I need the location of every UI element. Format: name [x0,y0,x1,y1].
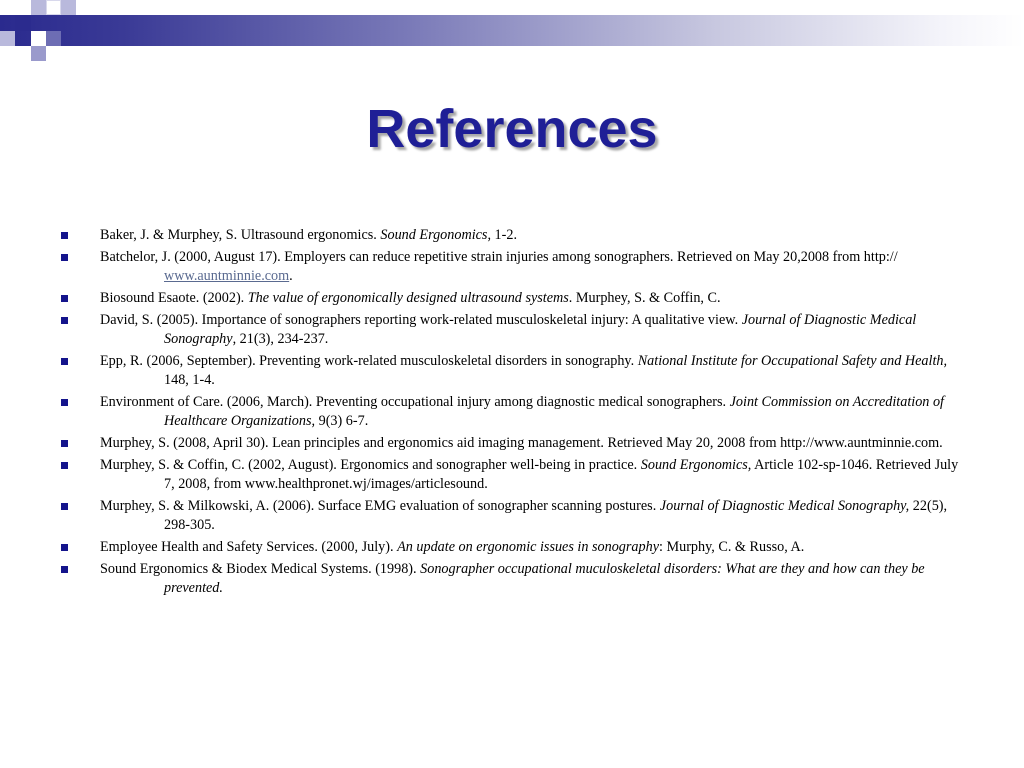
reference-text: Batchelor, J. (2000, August 17). Employers can reduce repetitive strain injuries among sonographers. Retrieved on May 20,2008 from http:// [100,249,898,265]
reference-text: Sound Ergonomics & Biodex Medical Systems. (1998). [100,561,421,577]
reference-italic: National Institute for Occupational Safety and Health, [637,353,948,369]
reference-rest: 148, 1-4. [164,372,215,388]
reference-text: Murphey, S. & Milkowski, A. (2006). Surface EMG evaluation of sonographer scanning postures. [100,498,660,514]
reference-text: Epp, R. (2006, September). Preventing work-related musculoskeletal disorders in sonography. [100,353,638,369]
reference-item [0,456,1024,494]
bullet-square-icon [61,462,68,469]
reference-italic: An update on ergonomic issues in sonography [397,539,659,555]
page-title: References [366,99,658,159]
reference-item [0,352,1024,390]
decor-square-6 [0,31,15,46]
decor-square-2 [15,15,31,31]
bullet-square-icon [61,544,68,551]
reference-italic: Sonographer occupational muculoskeletal disorders: What are they and how can they be prevented. [164,561,925,596]
bullet-square-icon [61,358,68,365]
bullet-square-icon [61,317,68,324]
auntminnie-link[interactable]: www.auntminnie.com [164,268,290,284]
bullet-square-icon [61,440,68,447]
reference-rest: 22(5), 298-305. [164,498,948,533]
reference-text: Murphey, S. (2008, April 30). Lean principles and ergonomics aid imaging management. Retrieved May 20, 2008 from http://www.auntminnie.com. [100,435,943,451]
reference-rest: . Murphey, S. & Coffin, C. [568,290,721,306]
header-gradient-bar [0,15,1024,46]
reference-italic: The value of ergonomically designed ultrasound systems [247,290,569,306]
bullet-square-icon [61,232,68,239]
reference-rest: 1-2. [491,227,518,243]
reference-text: David, S. (2005). Importance of sonographers reporting work-related musculoskeletal injury: A qualitative view. [100,312,742,328]
decor-square-4 [46,0,61,15]
reference-item [0,289,1024,308]
reference-text: Employee Health and Safety Services. (2000, July). [100,539,398,555]
reference-item [0,311,1024,349]
reference-italic: Journal of Diagnostic Medical Sonography, [659,498,910,514]
reference-italic: Sound Ergonomics, [380,227,491,243]
reference-item [0,434,1024,453]
reference-rest: 9(3) 6-7. [315,413,369,429]
reference-rest: . [289,268,293,284]
reference-text: Biosound Esaote. (2002). [100,290,248,306]
decor-square-7 [31,31,46,46]
reference-list [0,226,1024,601]
reference-item [0,393,1024,431]
reference-rest: : Murphy, C. & Russo, A. [659,539,805,555]
reference-item [0,248,1024,286]
reference-text: Baker, J. & Murphey, S. Ultrasound ergonomics. [100,227,381,243]
reference-text: Murphey, S. & Coffin, C. (2002, August). Ergonomics and sonographer well-being in practice. [100,457,641,473]
decor-square-1 [0,0,15,15]
bullet-square-icon [61,566,68,573]
reference-item [0,560,1024,598]
bullet-square-icon [61,254,68,261]
reference-item [0,497,1024,535]
decor-square-9 [31,46,46,61]
reference-rest: , 21(3), 234-237. [232,331,329,347]
bullet-square-icon [61,399,68,406]
decor-square-5 [61,0,76,15]
reference-rest: Article 102-sp-1046. Retrieved July 7, 2008, from www.healthpronet.wj/images/articlesound. [164,457,959,492]
decor-square-3 [31,0,46,15]
reference-italic: Sound Ergonomics, [640,457,752,473]
reference-item [0,226,1024,245]
bullet-square-icon [61,503,68,510]
reference-italic: Joint Commission on Accreditation of Healthcare Organizations, [164,394,944,429]
decor-square-8 [46,31,61,46]
reference-italic: Journal of Diagnostic Medical Sonography [164,312,917,347]
reference-item [0,538,1024,557]
reference-text: Environment of Care. (2006, March). Preventing occupational injury among diagnostic medical sonographers. [100,394,730,410]
bullet-square-icon [61,295,68,302]
